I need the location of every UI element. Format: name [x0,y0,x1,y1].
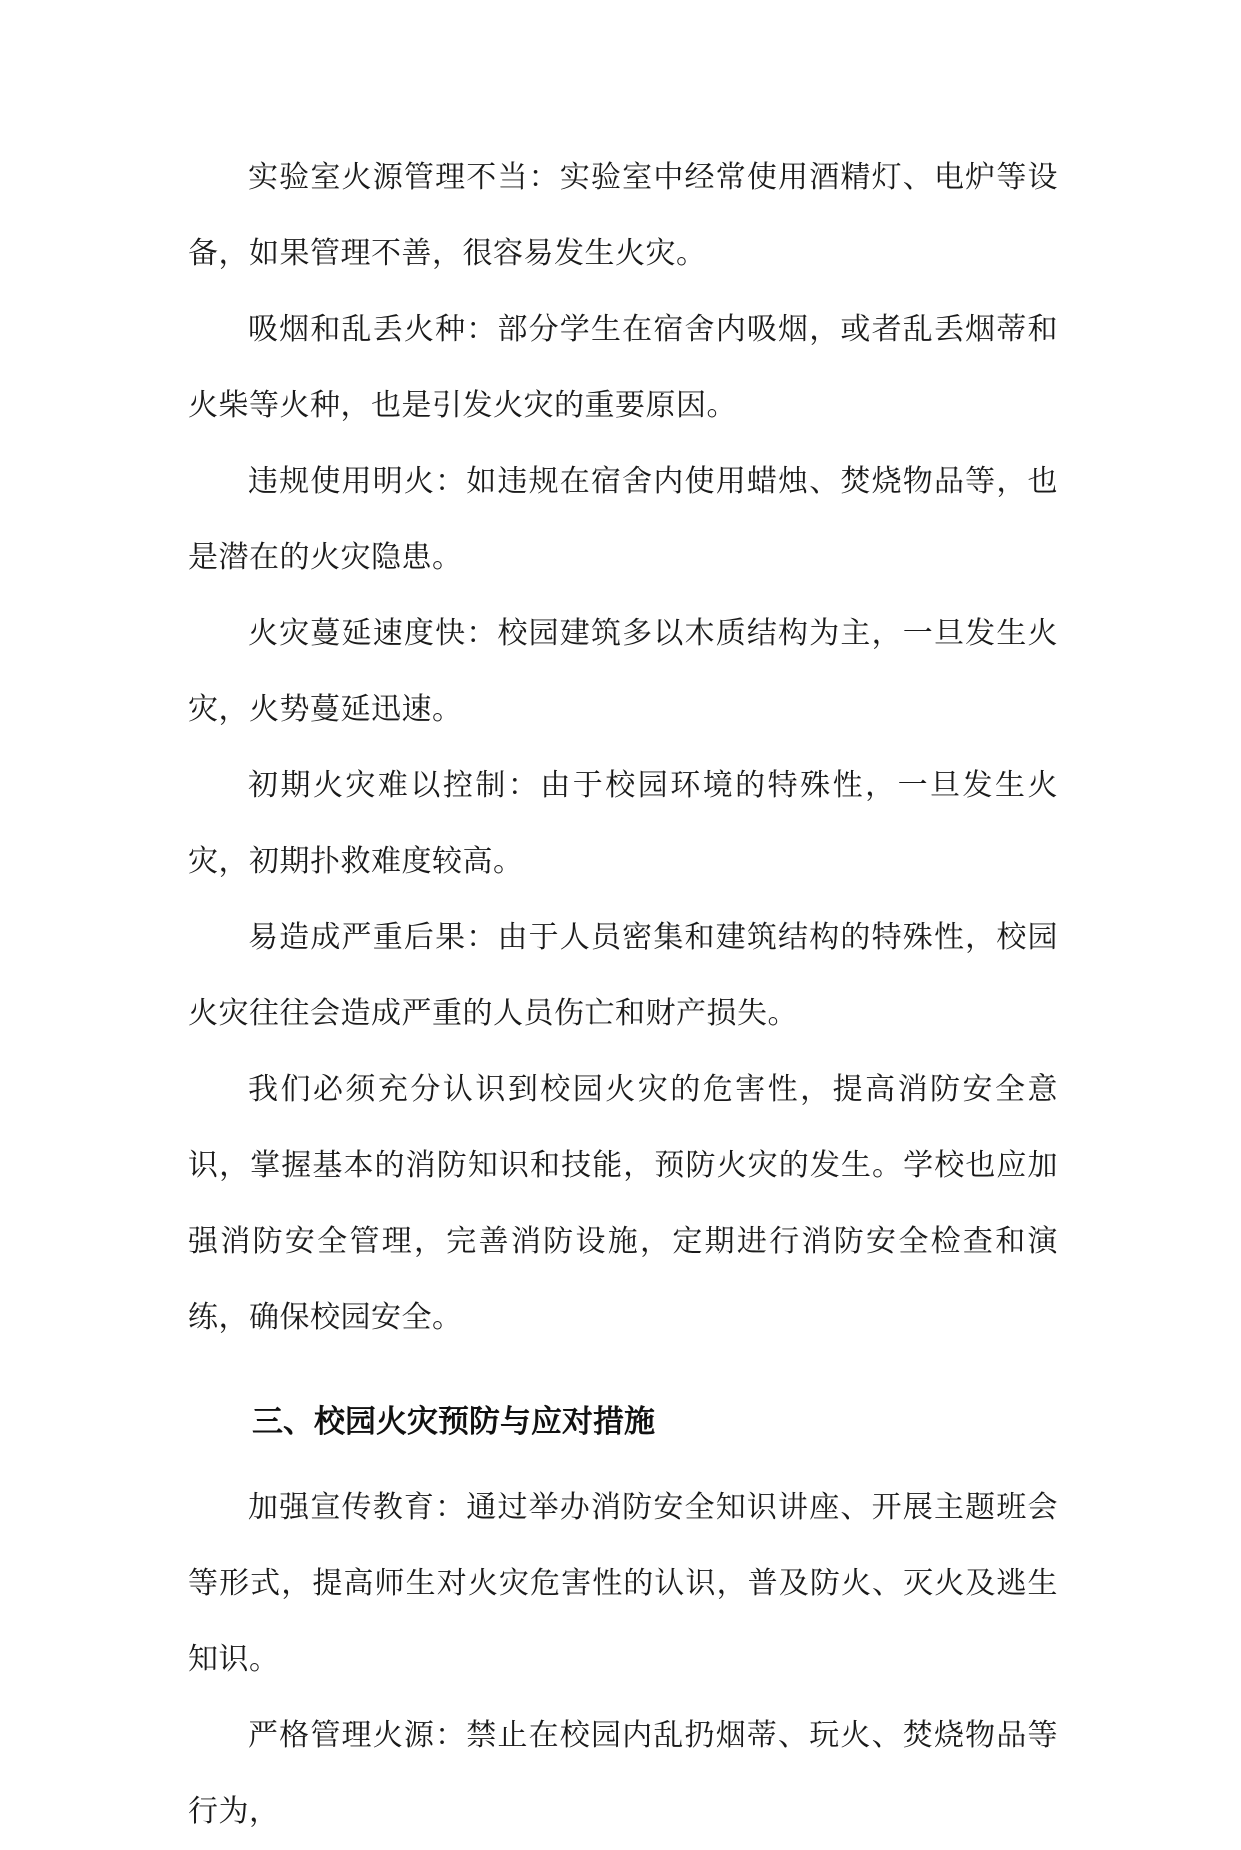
paragraph-education: 加强宣传教育：通过举办消防安全知识讲座、开展主题班会等形式，提高师生对火灾危害性的认识，普及防火、灭火及逃生知识。 [188,1490,1058,1677]
paragraph-fire-spread: 火灾蔓延速度快：校园建筑多以木质结构为主，一旦发生火灾，火势蔓延迅速。 [188,616,1058,727]
document-body [188,140,1058,1850]
paragraph-open-flame: 违规使用明火：如违规在宿舍内使用蜡烛、焚烧物品等，也是潜在的火灾隐患。 [188,464,1058,575]
section-heading: 三、校园火灾预防与应对措施 [252,1404,655,1440]
paragraph-summary: 我们必须充分认识到校园火灾的危害性，提高消防安全意识，掌握基本的消防知识和技能，预防火灾的发生。学校也应加强消防安全管理，完善消防设施，定期进行消防安全检查和演练，确保校园安全。 [188,1072,1058,1335]
paragraph-initial-control: 初期火灾难以控制：由于校园环境的特殊性，一旦发生火灾，初期扑救难度较高。 [188,768,1058,879]
paragraph-smoking: 吸烟和乱丢火种：部分学生在宿舍内吸烟，或者乱丢烟蒂和火柴等火种，也是引发火灾的重要原因。 [188,312,1058,423]
paragraph-lab-fire-source: 实验室火源管理不当：实验室中经常使用酒精灯、电炉等设备，如果管理不善，很容易发生火灾。 [188,160,1058,271]
paragraph-severe-consequences: 易造成严重后果：由于人员密集和建筑结构的特殊性，校园火灾往往会造成严重的人员伤亡和财产损失。 [188,920,1058,1031]
paragraph-fire-source-management: 严格管理火源：禁止在校园内乱扔烟蒂、玩火、焚烧物品等行为， [188,1718,1058,1829]
